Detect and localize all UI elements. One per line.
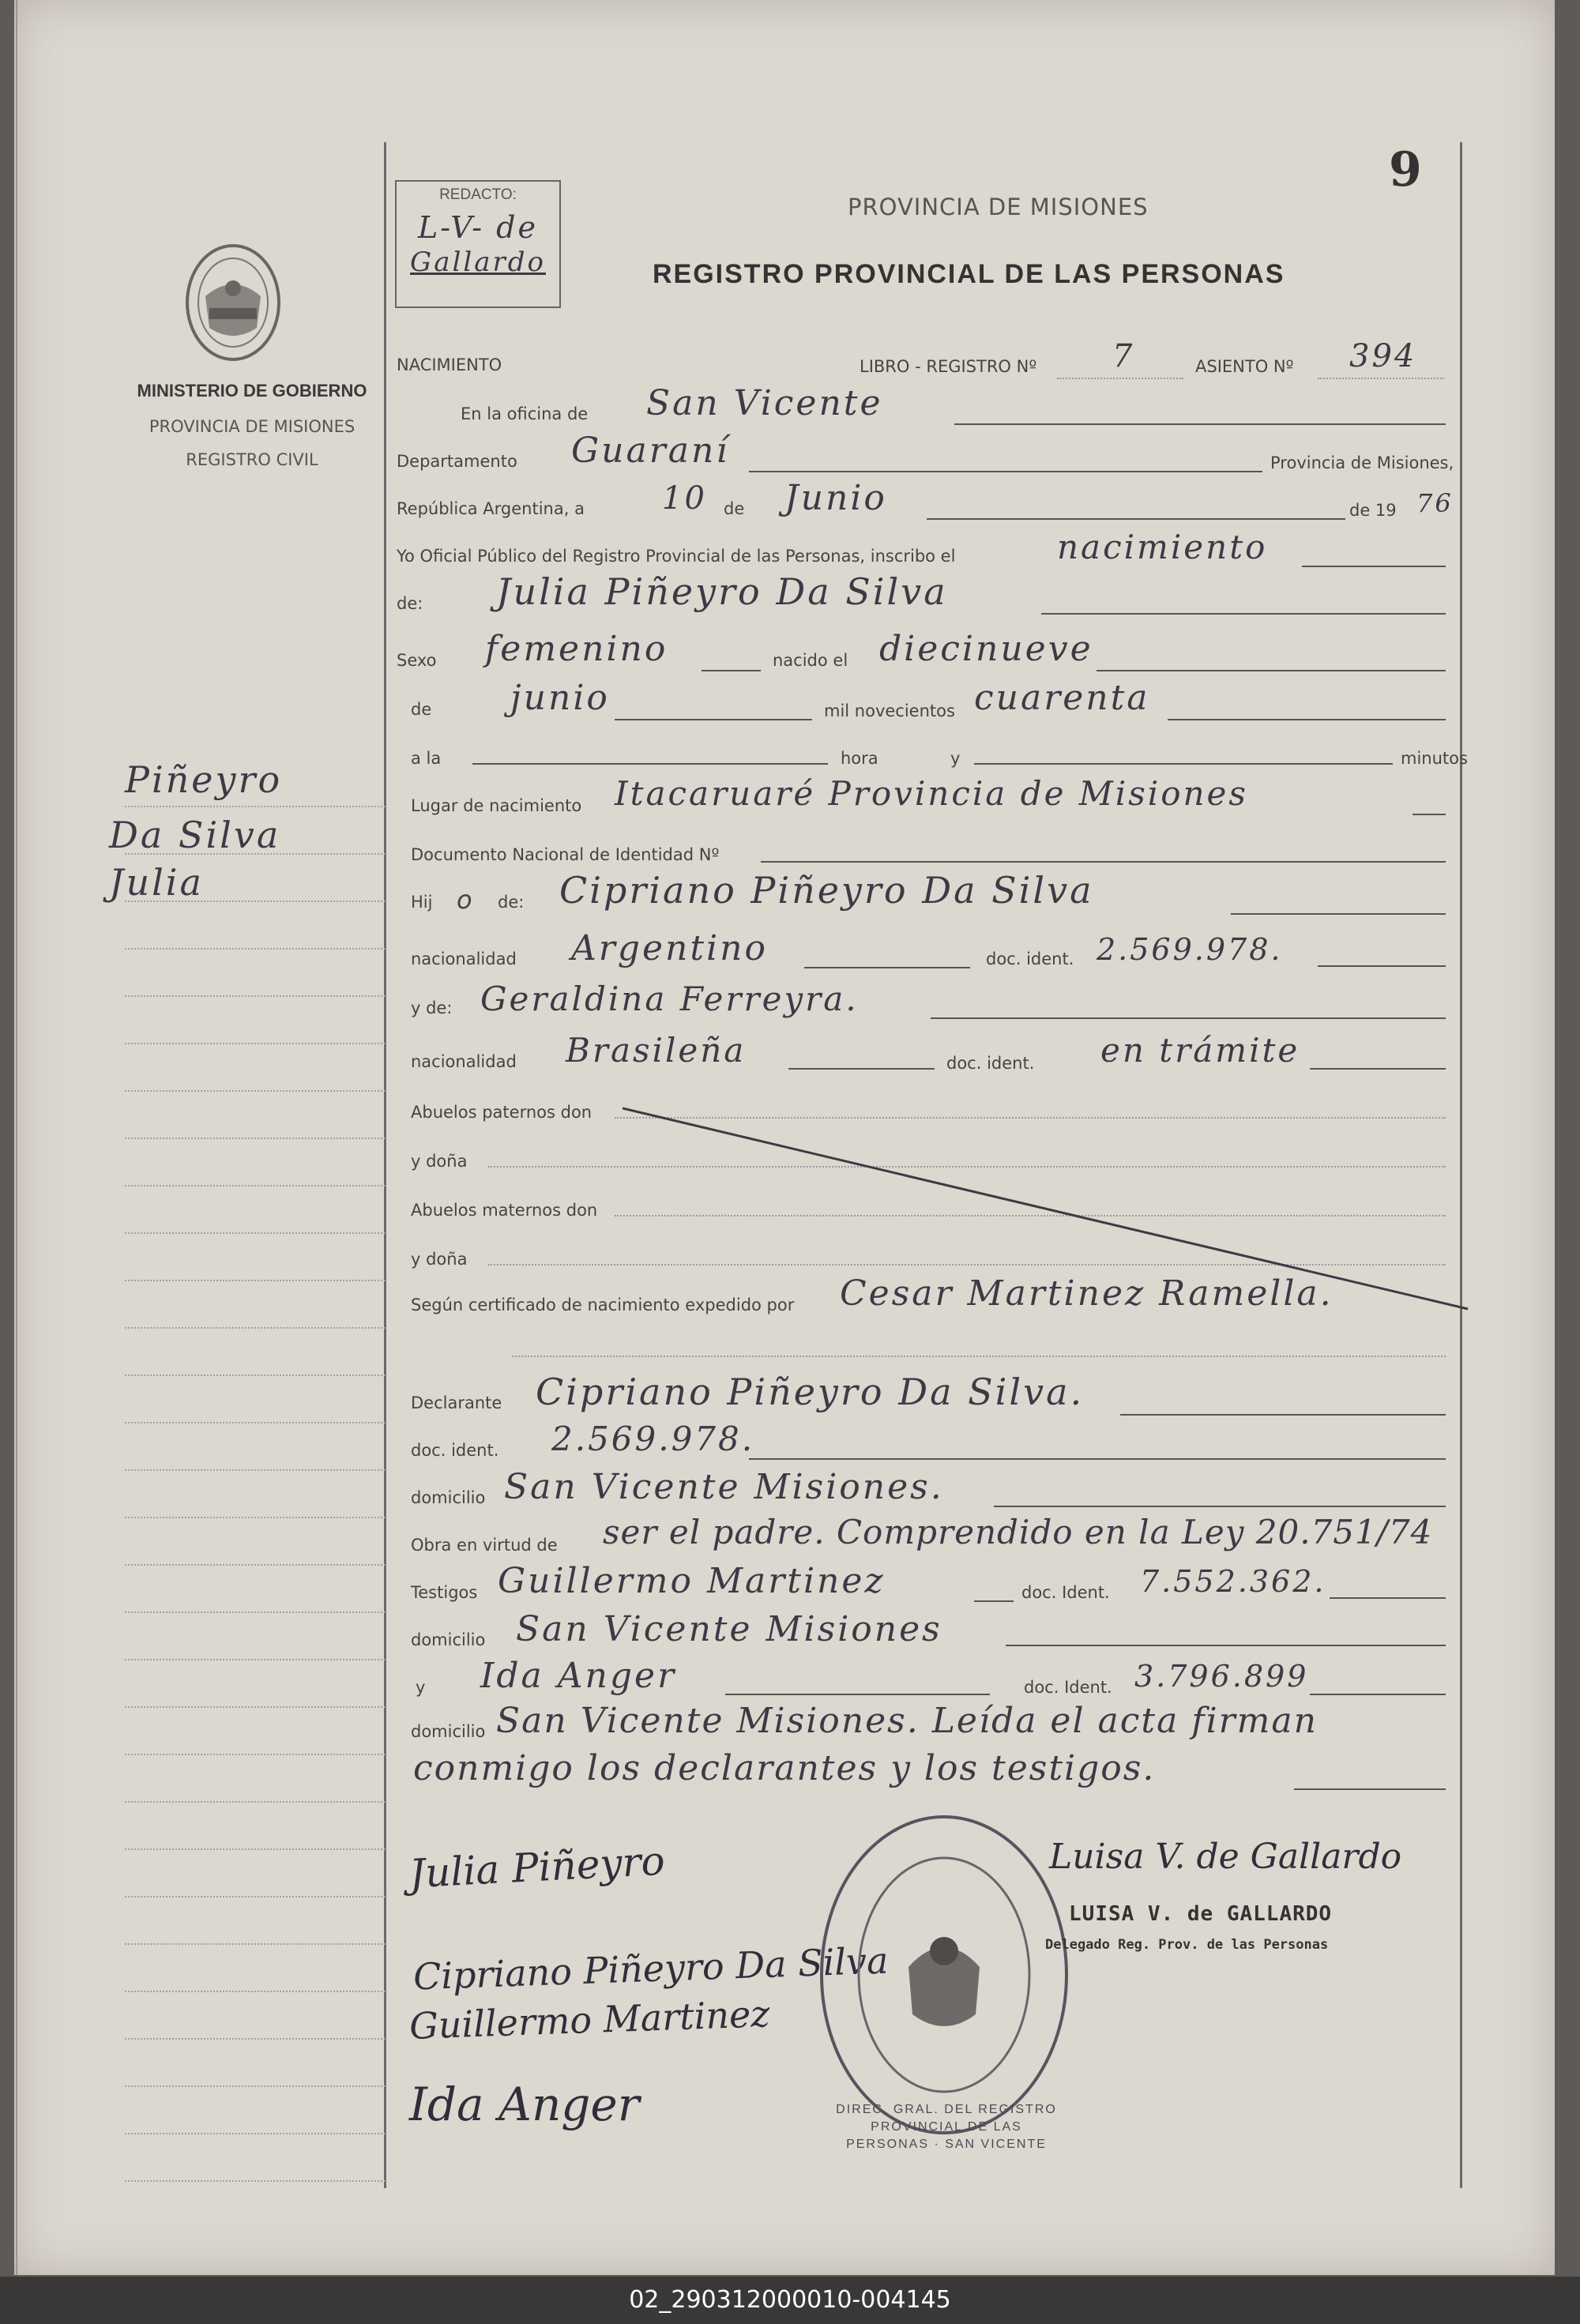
asiento-value: 394	[1349, 338, 1417, 374]
margin-line	[125, 1232, 386, 1234]
margin-line	[125, 1991, 386, 1992]
margin-line	[125, 2133, 386, 2134]
oficina-line	[954, 423, 1446, 425]
madre-nac-label: nacionalidad	[411, 1052, 517, 1071]
fecha-line	[927, 518, 1345, 520]
yde-label: y de:	[411, 998, 453, 1017]
nacido-line	[1097, 670, 1446, 671]
asiento-label: ASIENTO Nº	[1195, 357, 1294, 376]
lugar-line	[1413, 814, 1446, 815]
testigos-label: Testigos	[411, 1583, 478, 1602]
dni-label: Documento Nacional de Identidad Nº	[411, 845, 720, 864]
test2-doc-label: doc. Ident.	[1024, 1678, 1112, 1697]
margin-line	[125, 806, 386, 807]
anio-value: 76	[1416, 488, 1454, 518]
redacto-value-1: L-V- de	[418, 210, 538, 245]
nacido-label: nacido el	[773, 651, 848, 670]
signature-official: Luisa V. de Gallardo	[1049, 1837, 1402, 1877]
decl-doc-value: 2.569.978.	[551, 1420, 755, 1458]
departamento-line	[749, 471, 1262, 472]
margin-line	[125, 2085, 386, 2087]
hora-line-a	[472, 763, 828, 765]
declarante-value: Cipriano Piñeyro Da Silva.	[536, 1371, 1085, 1413]
padre-nac-line	[804, 967, 970, 968]
margin-line	[125, 948, 386, 950]
departamento-value: Guaraní	[571, 431, 730, 471]
padre-doc-value: 2.569.978.	[1097, 932, 1283, 967]
official-stamp-name: LUISA V. de GALLARDO	[1069, 1902, 1333, 1926]
margin-line	[125, 1280, 386, 1281]
declarante-label: Declarante	[411, 1393, 502, 1412]
test2-dom-label: domicilio	[411, 1722, 486, 1741]
ala-label: a la	[411, 749, 442, 768]
padre-value: Cipriano Piñeyro Da Silva	[559, 869, 1094, 912]
record-type-label: NACIMIENTO	[397, 355, 502, 374]
hora-label: hora	[841, 749, 878, 768]
decl-doc-label: doc. ident.	[411, 1441, 499, 1460]
de-label: de	[724, 499, 745, 518]
abuelos-pat-label: Abuelos paternos don	[411, 1103, 592, 1122]
official-line	[1302, 566, 1446, 567]
ministry-title: MINISTERIO DE GOBIERNO	[137, 381, 367, 400]
de2-label: de:	[397, 594, 423, 613]
declarante-line	[1120, 1414, 1446, 1416]
margin-line	[125, 1611, 386, 1613]
mes-nac-line	[615, 719, 812, 720]
sexo-label: Sexo	[397, 651, 437, 670]
signature-guillermo: Guillermo Martinez	[408, 1992, 771, 2048]
decl-dom-line	[994, 1506, 1446, 1507]
anio-nac-value: cuarenta	[974, 678, 1150, 718]
certificado-line2	[512, 1356, 1446, 1357]
margin-line	[125, 1896, 386, 1897]
padre-line	[1231, 913, 1446, 915]
outer-left-line	[16, 0, 17, 2275]
margin-line	[125, 2180, 386, 2182]
margin-line	[125, 1469, 386, 1471]
ydona-pat-label: y doña	[411, 1152, 468, 1171]
oficina-label: En la oficina de	[461, 404, 589, 423]
redacto-label: REDACTO:	[439, 186, 517, 203]
margin-line	[125, 1517, 386, 1518]
anio-prefix: de 19	[1349, 501, 1397, 520]
lugar-label: Lugar de nacimiento	[411, 796, 582, 815]
redacto-box	[395, 180, 561, 308]
nombre-line	[1041, 613, 1446, 615]
header-registry: REGISTRO PROVINCIAL DE LAS PERSONAS	[653, 259, 1285, 289]
minutos-label: minutos	[1401, 749, 1468, 768]
libro-line	[1057, 378, 1183, 379]
madre-line	[931, 1017, 1446, 1019]
hora-line-b	[974, 763, 1393, 765]
testigo1-line	[974, 1600, 1014, 1602]
abuelos-mat-label: Abuelos maternos don	[411, 1201, 598, 1220]
testigo1-doc-line	[1330, 1597, 1446, 1599]
test1-dom-line	[1006, 1645, 1446, 1646]
test2-dom-value: San Vicente Misiones. Leída el acta firman	[496, 1701, 1318, 1741]
testigo2-doc-value: 3.796.899	[1134, 1659, 1309, 1694]
margin-line	[125, 1659, 386, 1660]
testigo1-doc-value: 7.552.362.	[1140, 1564, 1326, 1599]
madre-doc-value: en trámite	[1100, 1031, 1300, 1070]
official-label: Yo Oficial Público del Registro Provincial de las Personas, inscribo el	[397, 547, 956, 566]
margin-name-line3: Julia	[109, 861, 204, 904]
closing-value: conmigo los declarantes y los testigos.	[413, 1748, 1156, 1788]
nombre-value: Julia Piñeyro Da Silva	[496, 570, 948, 613]
asiento-line	[1318, 378, 1444, 379]
hijo-label-a: Hij	[411, 893, 433, 912]
mes-nac-value: junio	[510, 678, 610, 718]
ministry-office: REGISTRO CIVIL	[186, 450, 318, 469]
anio-nac-line	[1168, 719, 1446, 720]
obra-value: ser el padre. Comprendido en la Ley 20.751/74	[603, 1513, 1433, 1551]
madre-nac-value: Brasileña	[566, 1031, 747, 1070]
hijo-label-b: de:	[498, 893, 525, 912]
madre-doc-label: doc. ident.	[946, 1054, 1035, 1073]
mil-label: mil novecientos	[824, 701, 955, 720]
official-seal	[814, 1809, 1074, 2145]
margin-line	[125, 1848, 386, 1850]
margin-line	[125, 1706, 386, 1708]
ministry-province: PROVINCIA DE MISIONES	[149, 417, 356, 436]
footer-image-id: 02_290312000010-004145	[0, 2277, 1580, 2324]
padre-doc-line	[1318, 965, 1446, 967]
hijo-label-o: o	[457, 885, 475, 915]
libro-label: LIBRO - REGISTRO Nº	[860, 357, 1037, 376]
signature-cipriano: Cipriano Piñeyro Da Silva	[412, 1939, 890, 1999]
certificado-value: Cesar Martinez Ramella.	[840, 1273, 1334, 1314]
padre-nac-label: nacionalidad	[411, 950, 517, 968]
padre-doc-label: doc. ident.	[986, 950, 1074, 968]
misiones-crest-icon	[182, 241, 284, 367]
obra-label: Obra en virtud de	[411, 1536, 558, 1555]
decl-dom-value: San Vicente Misiones.	[504, 1467, 944, 1507]
departamento-label: Departamento	[397, 452, 517, 471]
margin-line	[125, 1374, 386, 1376]
document-page	[14, 0, 1555, 2275]
oficina-value: San Vicente	[646, 383, 883, 423]
test1-dom-value: San Vicente Misiones	[516, 1609, 942, 1649]
margin-name-line1: Piñeyro	[125, 758, 283, 801]
testigo1-value: Guillermo Martinez	[498, 1561, 886, 1601]
madre-value: Geraldina Ferreyra.	[480, 980, 859, 1018]
margin-line	[125, 1943, 386, 1945]
official-stamp-title: Delegado Reg. Prov. de las Personas	[1045, 1937, 1329, 1953]
margin-line	[125, 2038, 386, 2040]
margin-line	[125, 901, 386, 902]
margin-line	[125, 1185, 386, 1186]
sexo-line	[702, 670, 761, 671]
margin-line	[125, 853, 386, 855]
margin-line	[125, 1138, 386, 1139]
sexo-value: femenino	[485, 629, 668, 669]
dni-line	[761, 861, 1446, 863]
left-border-line	[384, 142, 386, 2188]
ydona-mat-label: y doña	[411, 1250, 468, 1269]
provincia-suffix: Provincia de Misiones,	[1270, 453, 1454, 472]
margin-line	[125, 1754, 386, 1755]
margin-line	[125, 1043, 386, 1044]
madre-nac-line	[788, 1068, 935, 1070]
official-seal-text: DIREC. GRAL. DEL REGISTRO PROVINCIAL DE LAS PERSONAS · SAN VICENTE	[836, 2103, 1057, 2151]
madre-doc-line	[1310, 1068, 1446, 1070]
signature-julia: Julia Piñeyro	[408, 1837, 666, 1897]
libro-value: 7	[1112, 338, 1135, 374]
margin-line	[125, 1327, 386, 1329]
dia-value: 10	[662, 480, 707, 517]
margin-line	[125, 1564, 386, 1566]
lugar-value: Itacaruaré Provincia de Misiones	[615, 774, 1248, 813]
decl-doc-line	[749, 1458, 1446, 1460]
mes-value: Junio	[784, 478, 887, 518]
nacido-value: diecinueve	[879, 629, 1093, 669]
certificado-label: Según certificado de nacimiento expedido por	[411, 1295, 795, 1314]
margin-line	[125, 1422, 386, 1423]
de3-label: de	[411, 700, 432, 719]
page-number: 9	[1389, 142, 1422, 197]
testigo2-line	[725, 1694, 990, 1695]
decl-dom-label: domicilio	[411, 1488, 486, 1507]
margin-line	[125, 995, 386, 997]
test1-dom-label: domicilio	[411, 1630, 486, 1649]
republica-label: República Argentina, a	[397, 499, 585, 518]
margin-line	[125, 1090, 386, 1092]
signature-ida: Ida Anger	[409, 2078, 640, 2131]
official-value: nacimiento	[1057, 528, 1268, 566]
header-province: PROVINCIA DE MISIONES	[848, 194, 1149, 220]
redacto-value-2: Gallardo	[410, 246, 546, 278]
y-label: y	[950, 749, 961, 768]
test1-doc-label: doc. Ident.	[1021, 1583, 1110, 1602]
margin-line	[125, 1801, 386, 1803]
testigo2-value: Ida Anger	[480, 1656, 677, 1696]
margin-name-line2: Da Silva	[109, 814, 281, 856]
testigo2-doc-line	[1310, 1694, 1446, 1695]
closing-line	[1294, 1788, 1446, 1790]
y2-label: y	[416, 1678, 426, 1697]
padre-nac-value: Argentino	[571, 928, 768, 968]
